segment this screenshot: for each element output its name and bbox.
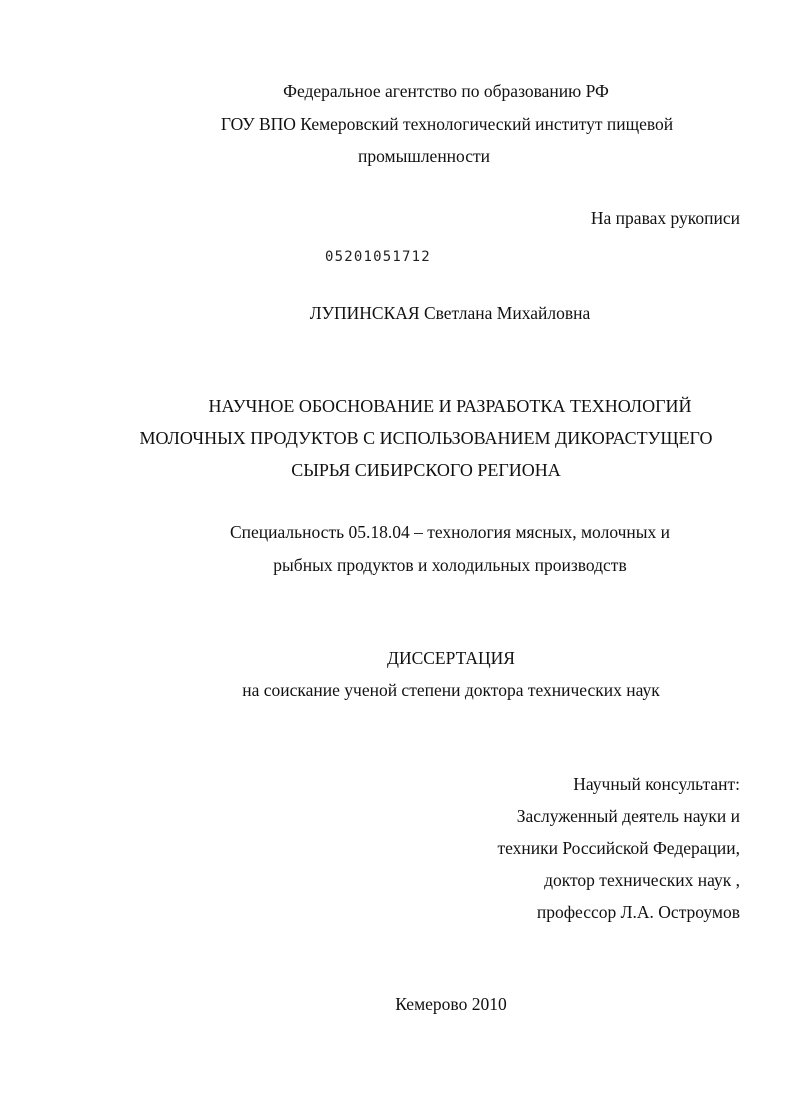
- consultant-line-2: техники Российской Федерации,: [497, 838, 740, 858]
- title-line-2: МОЛОЧНЫХ ПРОДУКТОВ С ИСПОЛЬЗОВАНИЕМ ДИКОРАСТУЩЕГО: [139, 428, 713, 448]
- consultant-line-4: профессор Л.А. Остроумов: [536, 902, 740, 922]
- city-year: Кемерово 2010: [395, 994, 507, 1014]
- institute-line-1: ГОУ ВПО Кемеровский технологический институт пищевой: [220, 114, 674, 134]
- consultant-line-3: доктор технических наук ,: [544, 870, 740, 890]
- specialty-line-1: Специальность 05.18.04 – технология мясных, молочных и: [229, 522, 671, 542]
- consultant-label: Научный консультант:: [573, 774, 740, 794]
- degree-line: на соискание ученой степени доктора технических наук: [242, 680, 660, 700]
- institute-line-2: промышленности: [357, 146, 491, 166]
- title-line-1: НАУЧНОЕ ОБОСНОВАНИЕ И РАЗРАБОТКА ТЕХНОЛОГИЙ: [208, 396, 692, 416]
- work-type: ДИССЕРТАЦИЯ: [387, 648, 515, 668]
- author-name: ЛУПИНСКАЯ Светлана Михайловна: [309, 303, 591, 323]
- manuscript-note: На правах рукописи: [590, 208, 740, 228]
- consultant-line-1: Заслуженный деятель науки и: [516, 806, 740, 826]
- catalog-number: 05201051712: [325, 249, 431, 265]
- title-line-3: СЫРЬЯ СИБИРСКОГО РЕГИОНА: [291, 460, 561, 480]
- agency-line: Федеральное агентство по образованию РФ: [283, 81, 609, 101]
- specialty-line-2: рыбных продуктов и холодильных производств: [273, 555, 627, 575]
